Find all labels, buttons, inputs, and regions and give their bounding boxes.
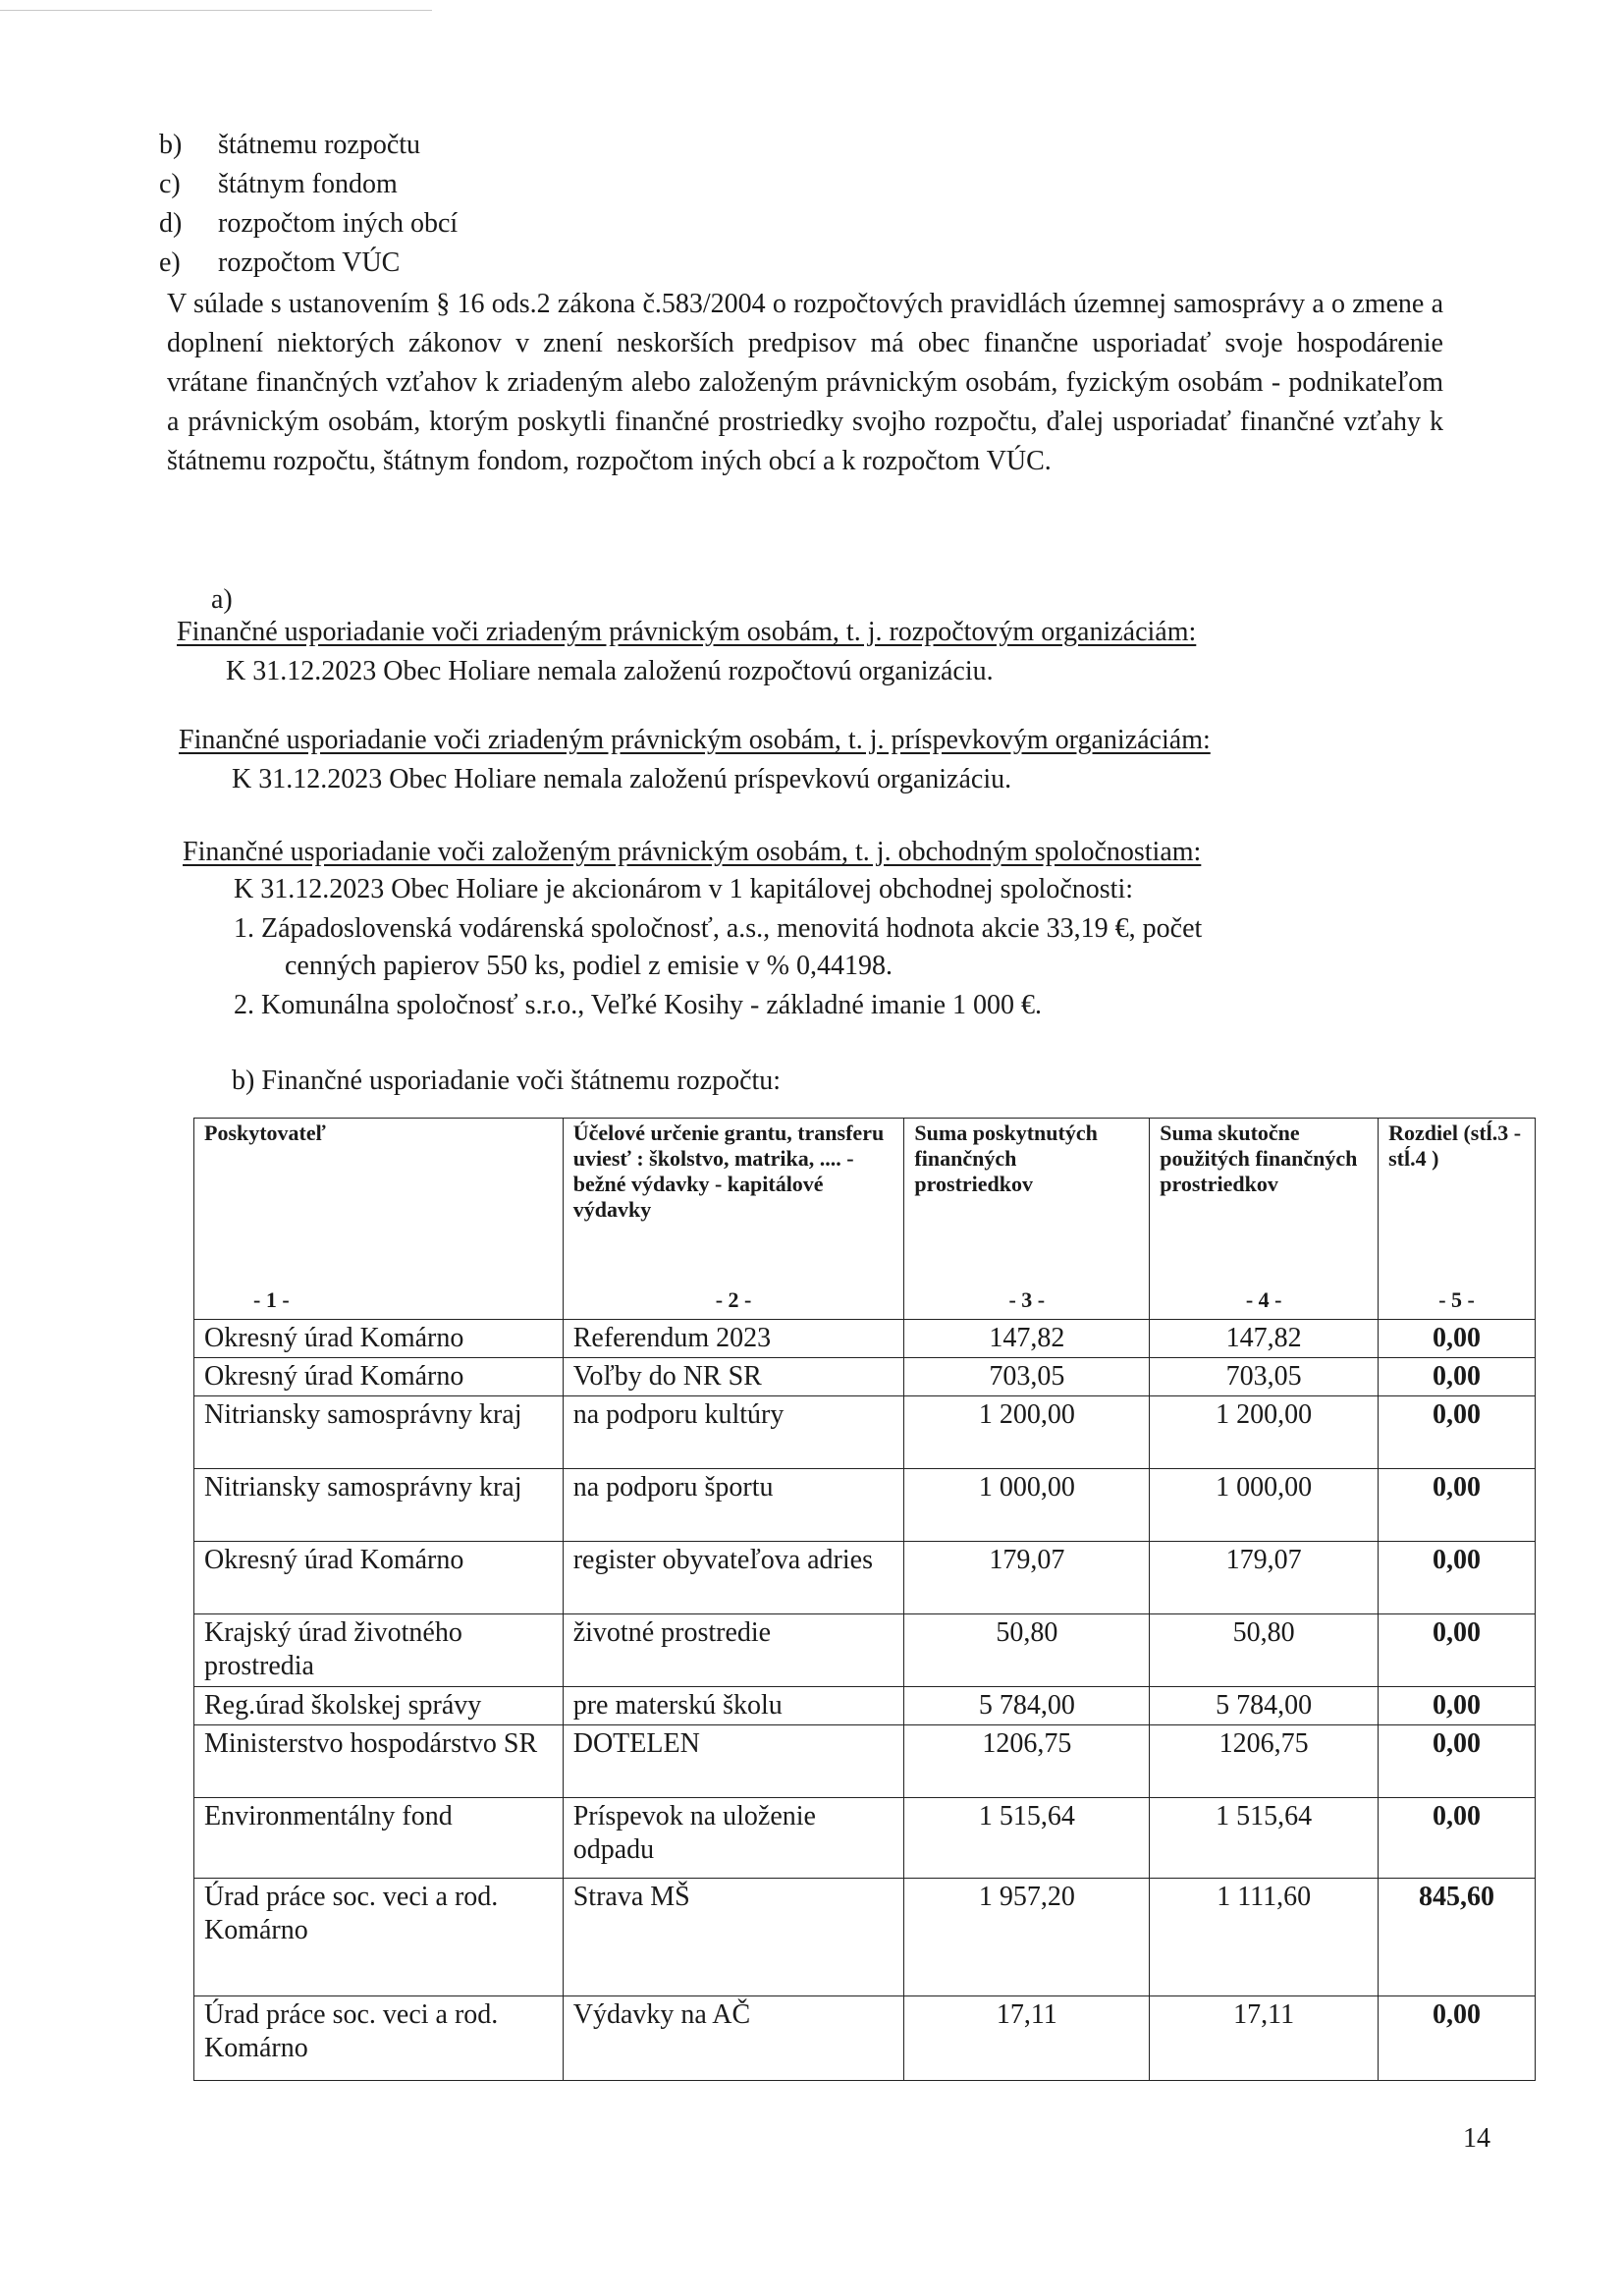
cell-used: 5 784,00 xyxy=(1150,1687,1379,1725)
cell-granted: 703,05 xyxy=(904,1358,1150,1396)
cell-granted: 5 784,00 xyxy=(904,1687,1150,1725)
table-row xyxy=(194,1358,1536,1396)
text-contribution-orgs: K 31.12.2023 Obec Holiare nemala založenú príspevkovú organizáciu. xyxy=(232,764,1012,794)
cell-used: 703,05 xyxy=(1150,1358,1379,1396)
cell-granted: 1 200,00 xyxy=(904,1396,1150,1469)
table-row xyxy=(194,1614,1536,1687)
table-row xyxy=(194,1396,1536,1469)
cell-difference: 845,60 xyxy=(1379,1879,1536,1996)
table-row xyxy=(194,1469,1536,1542)
cell-granted: 50,80 xyxy=(904,1614,1150,1687)
cell-used: 147,82 xyxy=(1150,1320,1379,1358)
list-text: štátnym fondom xyxy=(218,169,398,199)
cell-purpose: pre materskú školu xyxy=(563,1687,904,1725)
state-budget-table xyxy=(193,1118,1536,2081)
legal-paragraph: V súlade s ustanovením § 16 ods.2 zákona č.583/2004 o rozpočtových pravidlách územnej samosprávy a o zmene a doplnení niektorých zákonov v znení neskorších predpisov má obec finančne usporiadať svoje hospodárenie vrátane finančných vzťahov k zriadeným alebo založeným právnickým osobám, fyzickým osobám - podnikateľom a právnickým osobám, ktorým poskytli finančné prostriedky svojho rozpočtu, ďalej usporiadať finančné vzťahy k štátnemu rozpočtu, štátnym fondom, rozpočtom iných obcí a k rozpočtom VÚC. xyxy=(167,289,1443,476)
cell-purpose: register obyvateľova adries xyxy=(563,1542,904,1614)
cell-provider: Okresný úrad Komárno xyxy=(194,1320,564,1358)
cell-granted: 1 957,20 xyxy=(904,1879,1150,1996)
col-header-difference: Rozdiel (stĺ.3 - stĺ.4 ) - 5 - xyxy=(1379,1119,1536,1320)
cell-provider: Úrad práce soc. veci a rod. Komárno xyxy=(194,1996,564,2081)
heading-budget-orgs: Finančné usporiadanie voči zriadeným právnickým osobám, t. j. rozpočtovým organizáciám: xyxy=(177,617,1197,647)
cell-granted: 179,07 xyxy=(904,1542,1150,1614)
cell-granted: 147,82 xyxy=(904,1320,1150,1358)
cell-granted: 17,11 xyxy=(904,1996,1150,2081)
cell-used: 1 515,64 xyxy=(1150,1798,1379,1879)
page-number: 14 xyxy=(1463,2123,1490,2154)
cell-provider: Nitriansky samosprávny kraj xyxy=(194,1469,564,1542)
cell-granted: 1 000,00 xyxy=(904,1469,1150,1542)
col-header-provider: Poskytovateľ - 1 - xyxy=(194,1119,564,1320)
cell-used: 1 000,00 xyxy=(1150,1469,1379,1542)
cell-difference: 0,00 xyxy=(1379,1798,1536,1879)
list-text: rozpočtom iných obcí xyxy=(218,208,459,239)
list-letter: e) xyxy=(159,247,181,278)
cell-difference: 0,00 xyxy=(1379,1725,1536,1798)
cell-used: 50,80 xyxy=(1150,1614,1379,1687)
table-row xyxy=(194,1320,1536,1358)
cell-provider: Krajský úrad životného prostredia xyxy=(194,1614,564,1687)
company-item-1-cont: cenných papierov 550 ks, podiel z emisie v % 0,44198. xyxy=(285,951,893,981)
table-header-row xyxy=(194,1119,1536,1320)
cell-purpose: Referendum 2023 xyxy=(563,1320,904,1358)
table-row xyxy=(194,1798,1536,1879)
cell-difference: 0,00 xyxy=(1379,1320,1536,1358)
list-letter: d) xyxy=(159,208,183,239)
list-item xyxy=(159,244,458,283)
top-divider xyxy=(0,10,432,11)
cell-difference: 0,00 xyxy=(1379,1396,1536,1469)
cell-purpose: Príspevok na uloženie odpadu xyxy=(563,1798,904,1879)
table-row xyxy=(194,1725,1536,1798)
cell-difference: 0,00 xyxy=(1379,1542,1536,1614)
cell-used: 1 200,00 xyxy=(1150,1396,1379,1469)
company-item-1: 1. Západoslovenská vodárenská spoločnosť, a.s., menovitá hodnota akcie 33,19 €, počet xyxy=(234,913,1203,944)
cell-difference: 0,00 xyxy=(1379,1358,1536,1396)
cell-purpose: DOTELEN xyxy=(563,1725,904,1798)
text-companies: K 31.12.2023 Obec Holiare je akcionárom v 1 kapitálovej obchodnej spoločnosti: xyxy=(234,874,1134,904)
cell-used: 179,07 xyxy=(1150,1542,1379,1614)
table-row xyxy=(194,1687,1536,1725)
cell-purpose: Výdavky na AČ xyxy=(563,1996,904,2081)
cell-provider: Okresný úrad Komárno xyxy=(194,1358,564,1396)
cell-difference: 0,00 xyxy=(1379,1687,1536,1725)
col-header-purpose: Účelové určenie grantu, transferu uviesť : školstvo, matrika, .... - bežné výdavky - kapitálové výdavky - 2 - xyxy=(563,1119,904,1320)
cell-purpose: na podporu športu xyxy=(563,1469,904,1542)
cell-granted: 1 515,64 xyxy=(904,1798,1150,1879)
cell-purpose: Voľby do NR SR xyxy=(563,1358,904,1396)
list-item xyxy=(159,165,458,204)
cell-difference: 0,00 xyxy=(1379,1614,1536,1687)
cell-difference: 0,00 xyxy=(1379,1996,1536,2081)
cell-used: 1 111,60 xyxy=(1150,1879,1379,1996)
recipient-list xyxy=(159,126,458,283)
cell-provider: Ministerstvo hospodárstvo SR xyxy=(194,1725,564,1798)
cell-granted: 1206,75 xyxy=(904,1725,1150,1798)
cell-purpose: na podporu kultúry xyxy=(563,1396,904,1469)
cell-provider: Okresný úrad Komárno xyxy=(194,1542,564,1614)
list-text: rozpočtom VÚC xyxy=(218,247,401,278)
cell-used: 17,11 xyxy=(1150,1996,1379,2081)
list-letter: b) xyxy=(159,130,183,160)
text-budget-orgs: K 31.12.2023 Obec Holiare nemala založenú rozpočtovú organizáciu. xyxy=(226,656,994,686)
cell-purpose: životné prostredie xyxy=(563,1614,904,1687)
cell-provider: Environmentálny fond xyxy=(194,1798,564,1879)
heading-companies: Finančné usporiadanie voči založeným právnickým osobám, t. j. obchodným spoločnostiam: xyxy=(183,837,1202,867)
table-row xyxy=(194,1542,1536,1614)
list-item xyxy=(159,204,458,244)
table-row xyxy=(194,1879,1536,1996)
cell-provider: Reg.úrad školskej správy xyxy=(194,1687,564,1725)
company-item-2: 2. Komunálna spoločnosť s.r.o., Veľké Kosihy - základné imanie 1 000 €. xyxy=(234,990,1043,1020)
list-text: štátnemu rozpočtu xyxy=(218,130,421,160)
section-a-label: a) xyxy=(211,584,233,615)
table-row xyxy=(194,1996,1536,2081)
cell-purpose: Strava MŠ xyxy=(563,1879,904,1996)
heading-contribution-orgs: Finančné usporiadanie voči zriadeným právnickým osobám, t. j. príspevkovým organizáciám: xyxy=(179,725,1211,755)
col-header-granted: Suma poskytnutých finančných prostriedkov - 3 - xyxy=(904,1119,1150,1320)
list-item xyxy=(159,126,458,165)
col-header-used: Suma skutočne použitých finančných prostriedkov - 4 - xyxy=(1150,1119,1379,1320)
section-b-heading: b) Finančné usporiadanie voči štátnemu rozpočtu: xyxy=(232,1066,782,1096)
list-letter: c) xyxy=(159,169,181,199)
cell-provider: Nitriansky samosprávny kraj xyxy=(194,1396,564,1469)
cell-used: 1206,75 xyxy=(1150,1725,1379,1798)
cell-provider: Úrad práce soc. veci a rod. Komárno xyxy=(194,1879,564,1996)
cell-difference: 0,00 xyxy=(1379,1469,1536,1542)
